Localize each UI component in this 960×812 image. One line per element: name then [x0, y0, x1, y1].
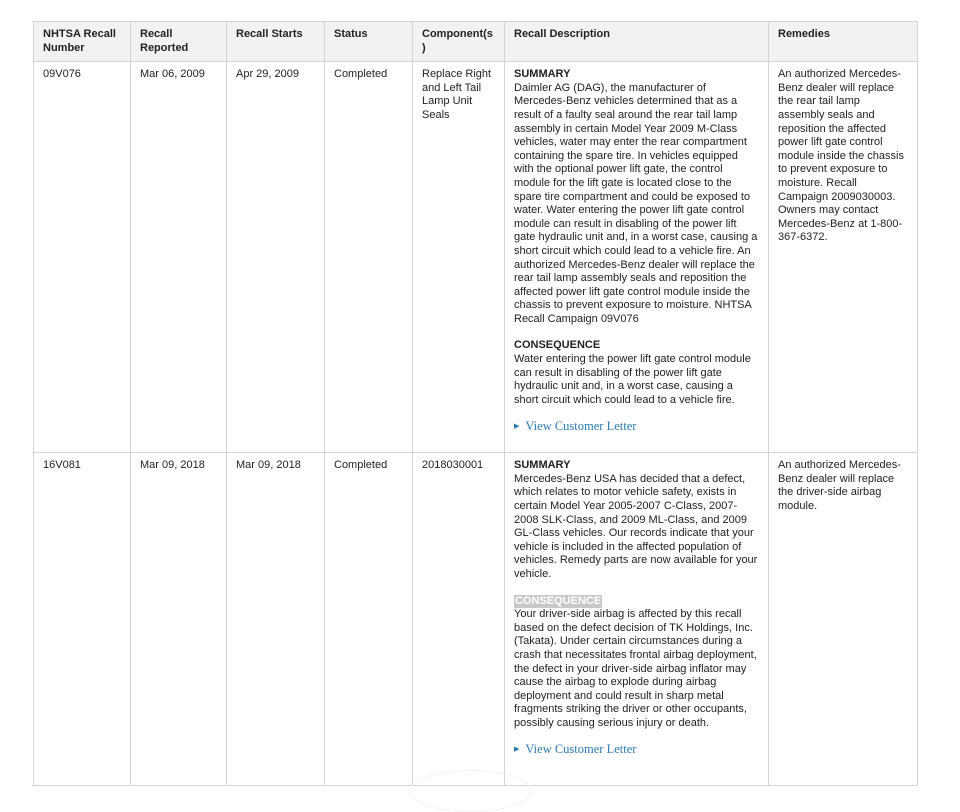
- cell-recall-starts: Mar 09, 2018: [227, 453, 325, 786]
- header-recall-description: Recall Description: [505, 22, 769, 62]
- view-customer-letter-link[interactable]: [514, 743, 636, 757]
- header-remedies: Remedies: [769, 22, 918, 62]
- summary-text: Mercedes-Benz USA has decided that a defect, which relates to motor vehicle safety, exists in certain Model Year 2005-2007 C-Class, 2007-2008 SLK-Class, and 2009 ML-Class, and 2009 GL-Class vehicles. Our records indicate that your vehicle is included in the affected population of vehicles. Remedy parts are now available for your vehicle.: [514, 472, 758, 580]
- summary-text: Daimler AG (DAG), the manufacturer of Mercedes-Benz vehicles determined that as a result of a faulty seal around the rear tail lamp assembly in certain Model Year 2009 M-Class vehicles, water may enter the rear compartment containing the spare tire. In vehicles equipped with the optional power lift gate, the control module for the lift gate is located close to the spare tire compartment and could be exposed to water. Water entering the power lift gate control module can result in disabling of the power lift gate hydraulic unit and, in a worst case, causing a short circuit which could lead to a vehicle fire. An authorized Mercedes-Benz dealer will replace the rear tail lamp assembly seals and reposition the affected power lift gate control module inside the chassis to prevent exposure to moisture. NHTSA Recall Campaign 09V076: [514, 81, 758, 325]
- header-status: Status: [325, 22, 413, 62]
- header-recall-reported: Recall Reported: [131, 22, 227, 62]
- consequence-heading: CONSEQUENCE: [514, 339, 601, 352]
- recall-table: [33, 21, 918, 786]
- consequence-heading-highlighted: CONSEQUENCE: [515, 594, 602, 607]
- cell-status: Completed: [325, 453, 413, 786]
- cell-remedies: An authorized Mercedes-Benz dealer will replace the rear tail lamp assembly seals and reposition the affected power lift gate control module inside the chassis to prevent exposure to moisture. Recall Campaign 2009030003. Owners may contact Mercedes-Benz at 1-800-367-6372.: [769, 62, 918, 453]
- header-components: Component(s): [413, 22, 505, 62]
- cell-recall-reported: Mar 06, 2009: [131, 62, 227, 453]
- watermark-ring: [410, 770, 532, 812]
- cell-components: Replace Right and Left Tail Lamp Unit Seals: [413, 62, 505, 453]
- view-customer-letter-link[interactable]: [514, 420, 636, 434]
- view-customer-letter-label: View Customer Letter: [525, 742, 637, 757]
- summary-heading: SUMMARY: [514, 459, 571, 472]
- triangle-right-icon: ▶: [514, 745, 520, 754]
- table-row: [34, 453, 918, 786]
- triangle-right-icon: ▶: [514, 422, 520, 431]
- cell-status: Completed: [325, 62, 413, 453]
- section-spacer: [514, 582, 759, 595]
- cell-recall-starts: Apr 29, 2009: [227, 62, 325, 453]
- cell-recall-description: [505, 62, 769, 453]
- recall-table-container: [33, 21, 917, 786]
- table-header-row: [34, 22, 918, 62]
- summary-heading: SUMMARY: [514, 68, 571, 81]
- header-recall-number: NHTSA Recall Number: [34, 22, 131, 62]
- consequence-text: Your driver-side airbag is affected by this recall based on the defect decision of TK Holdings, Inc. (Takata). Under certain circumstances during a crash that necessitates frontal airbag deployment, the defect in your driver-side airbag inflator may cause the airbag to explode during airbag deployment and could result in sharp metal fragments striking the driver or other occupants, possibly causing serious injury or death.: [514, 608, 757, 729]
- cell-recall-reported: Mar 09, 2018: [131, 453, 227, 786]
- cell-recall-description: [505, 453, 769, 786]
- view-customer-letter-label: View Customer Letter: [525, 419, 637, 434]
- table-row: [34, 62, 918, 453]
- consequence-text: Water entering the power lift gate control module can result in disabling of the power lift gate hydraulic unit and, in a worst case, causing a short circuit which could lead to a vehicle fire.: [514, 353, 751, 406]
- cell-remedies: An authorized Mercedes-Benz dealer will replace the driver-side airbag module.: [769, 453, 918, 786]
- header-recall-starts: Recall Starts: [227, 22, 325, 62]
- cell-recall-number: 09V076: [34, 62, 131, 453]
- cell-recall-number: 16V081: [34, 453, 131, 786]
- cell-components: 2018030001: [413, 453, 505, 786]
- section-spacer: [514, 326, 759, 339]
